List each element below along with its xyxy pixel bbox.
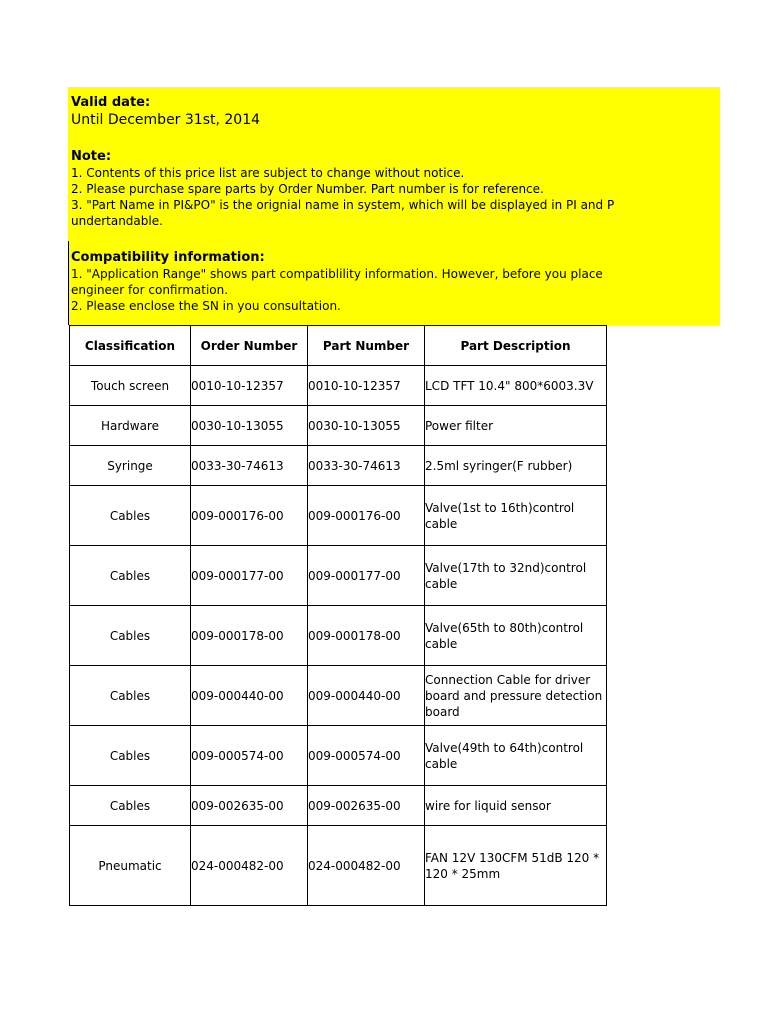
description-cell: Valve(65th to 80th)control cable (425, 606, 607, 666)
classification-cell: Cables (70, 786, 191, 826)
table-row (70, 606, 607, 666)
cell-border (68, 241, 69, 325)
classification-cell: Hardware (70, 406, 191, 446)
classification-cell: Cables (70, 546, 191, 606)
part-number-cell: 0033-30-74613 (308, 446, 425, 486)
note-line: 1. Contents of this price list are subject to change without notice. (71, 166, 465, 180)
classification-cell: Syringe (70, 446, 191, 486)
part-number-cell: 024-000482-00 (308, 826, 425, 906)
valid-date-value: Until December 31st, 2014 (71, 112, 261, 128)
table-row (70, 826, 607, 906)
table-header-row (70, 326, 607, 366)
part-number-cell: 009-000574-00 (308, 726, 425, 786)
description-cell: Valve(49th to 64th)control cable (425, 726, 607, 786)
description-cell: Valve(17th to 32nd)control cable (425, 546, 607, 606)
table-row (70, 366, 607, 406)
table-row (70, 546, 607, 606)
description-cell: 2.5ml syringer(F rubber) (425, 446, 607, 486)
parts-table (69, 325, 607, 906)
part-number-cell: 009-000178-00 (308, 606, 425, 666)
table-row (70, 486, 607, 546)
description-cell: Connection Cable for driver board and pressure detection board (425, 666, 607, 726)
table-row (70, 406, 607, 446)
order-number-cell: 0030-10-13055 (191, 406, 308, 446)
valid-date-label: Valid date: (71, 95, 151, 110)
header-part-number: Part Number (308, 326, 425, 366)
compatibility-label: Compatibility information: (71, 250, 265, 265)
part-number-cell: 009-000176-00 (308, 486, 425, 546)
part-number-cell: 009-002635-00 (308, 786, 425, 826)
order-number-cell: 009-000177-00 (191, 546, 308, 606)
part-number-cell: 009-000440-00 (308, 666, 425, 726)
note-line: undertandable. (71, 214, 163, 228)
note-line: 3. "Part Name in PI&PO" is the orignial name in system, which will be displayed in PI and P (71, 198, 615, 212)
order-number-cell: 024-000482-00 (191, 826, 308, 906)
description-cell: FAN 12V 130CFM 51dB 120 * 120 * 25mm (425, 826, 607, 906)
table-row (70, 446, 607, 486)
classification-cell: Touch screen (70, 366, 191, 406)
classification-cell: Cables (70, 726, 191, 786)
classification-cell: Cables (70, 606, 191, 666)
note-label: Note: (71, 149, 112, 164)
notes-panel (68, 87, 720, 325)
description-cell: Valve(1st to 16th)control cable (425, 486, 607, 546)
description-cell: LCD TFT 10.4" 800*6003.3V (425, 366, 607, 406)
order-number-cell: 009-002635-00 (191, 786, 308, 826)
description-cell: Power filter (425, 406, 607, 446)
part-number-cell: 0010-10-12357 (308, 366, 425, 406)
order-number-cell: 009-000178-00 (191, 606, 308, 666)
compatibility-line: 1. "Application Range" shows part compatiblility information. However, before you place (71, 267, 603, 281)
header-part-description: Part Description (425, 326, 607, 366)
part-number-cell: 0030-10-13055 (308, 406, 425, 446)
note-line: 2. Please purchase spare parts by Order Number. Part number is for reference. (71, 182, 544, 196)
order-number-cell: 0033-30-74613 (191, 446, 308, 486)
classification-cell: Cables (70, 666, 191, 726)
table-row (70, 726, 607, 786)
table-row (70, 786, 607, 826)
order-number-cell: 009-000574-00 (191, 726, 308, 786)
compatibility-line: engineer for confirmation. (71, 283, 229, 297)
order-number-cell: 009-000176-00 (191, 486, 308, 546)
compatibility-line: 2. Please enclose the SN in you consultation. (71, 299, 341, 313)
order-number-cell: 0010-10-12357 (191, 366, 308, 406)
classification-cell: Cables (70, 486, 191, 546)
part-number-cell: 009-000177-00 (308, 546, 425, 606)
header-order-number: Order Number (191, 326, 308, 366)
table-row (70, 666, 607, 726)
classification-cell: Pneumatic (70, 826, 191, 906)
header-classification: Classification (70, 326, 191, 366)
description-cell: wire for liquid sensor (425, 786, 607, 826)
order-number-cell: 009-000440-00 (191, 666, 308, 726)
